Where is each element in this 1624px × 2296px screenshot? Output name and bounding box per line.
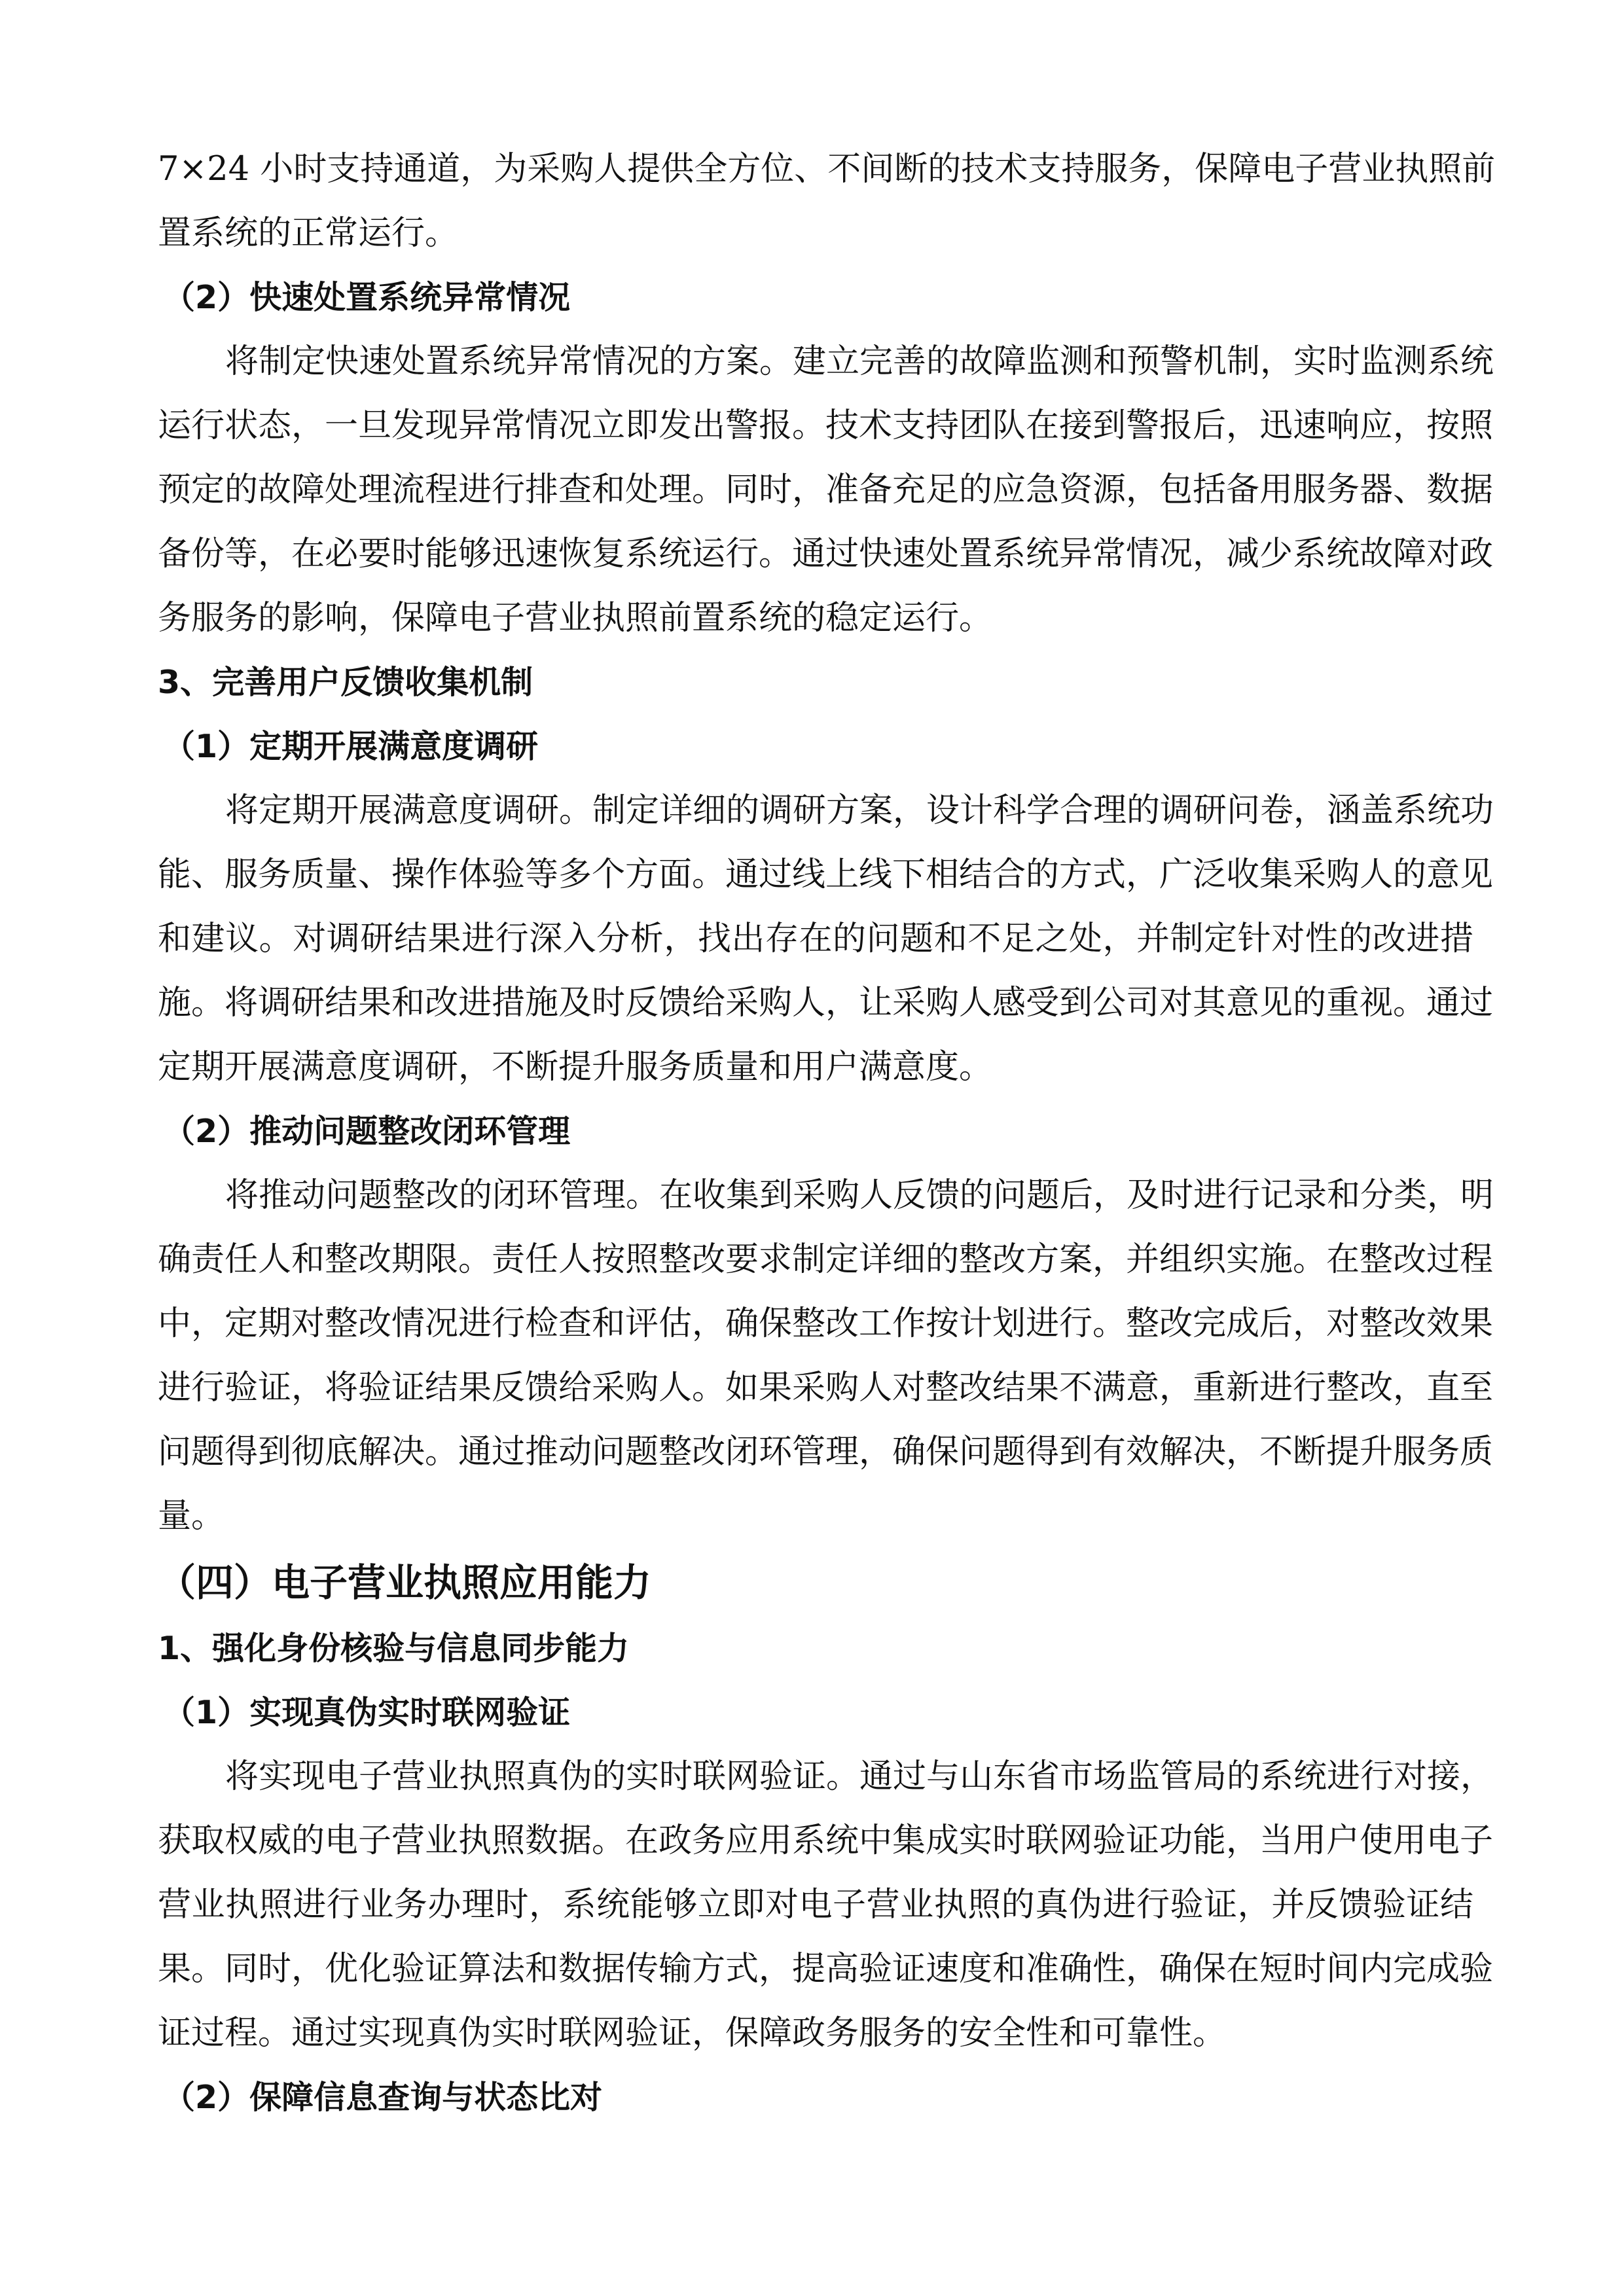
- paragraph-line: 将实现电子营业执照真伪的实时联网验证。通过与山东省市场监管局的系统进行对接，: [225, 1757, 1494, 1796]
- paragraph-line: 定期开展满意度调研，不断提升服务质量和用户满意度。: [158, 1048, 993, 1086]
- paragraph-line: 将制定快速处置系统异常情况的方案。建立完善的故障监测和预警机制，实时监测系统: [225, 342, 1494, 381]
- subsection-heading: 1、强化身份核验与信息同步能力: [158, 1630, 630, 1667]
- section-heading: （四）电子营业执照应用能力: [158, 1560, 652, 1605]
- paragraph-line: 证过程。通过实现真伪实时联网验证，保障政务服务的安全性和可靠性。: [158, 2014, 1227, 2053]
- item-heading: （2）保障信息查询与状态比对: [163, 2079, 603, 2116]
- item-heading: （2）推动问题整改闭环管理: [163, 1113, 571, 1150]
- paragraph-line: 进行验证，将验证结果反馈给采购人。如果采购人对整改结果不满意，重新进行整改，直至: [158, 1369, 1494, 1407]
- subsection-heading: 3、完善用户反馈收集机制: [158, 664, 533, 701]
- paragraph-line: 将推动问题整改的闭环管理。在收集到采购人反馈的问题后，及时进行记录和分类，明: [225, 1176, 1494, 1215]
- item-heading: （1）定期开展满意度调研: [163, 728, 539, 765]
- paragraph-line: 量。: [158, 1497, 225, 1535]
- item-heading: （2）快速处置系统异常情况: [163, 279, 571, 316]
- paragraph-line: 能、服务质量、操作体验等多个方面。通过线上线下相结合的方式，广泛收集采购人的意见: [158, 855, 1494, 894]
- paragraph-line: 施。将调研结果和改进措施及时反馈给采购人，让采购人感受到公司对其意见的重视。通过: [158, 984, 1494, 1022]
- paragraph-line: 和建议。对调研结果进行深入分析，找出存在的问题和不足之处，并制定针对性的改进措: [158, 920, 1473, 958]
- item-heading: （1）实现真伪实时联网验证: [163, 1694, 571, 1731]
- paragraph-line: 备份等，在必要时能够迅速恢复系统运行。通过快速处置系统异常情况，减少系统故障对政: [158, 535, 1494, 573]
- paragraph-line: 务服务的影响，保障电子营业执照前置系统的稳定运行。: [158, 599, 993, 637]
- document-page: [158, 137, 1496, 2130]
- paragraph-line: 7×24 小时支持通道，为采购人提供全方位、不间断的技术支持服务，保障电子营业执照前: [158, 150, 1496, 188]
- paragraph-line: 营业执照进行业务办理时，系统能够立即对电子营业执照的真伪进行验证，并反馈验证结: [158, 1886, 1473, 1924]
- paragraph-line: 获取权威的电子营业执照数据。在政务应用系统中集成实时联网验证功能，当用户使用电子: [158, 1821, 1494, 1860]
- paragraph-line: 确责任人和整改期限。责任人按照整改要求制定详细的整改方案，并组织实施。在整改过程: [158, 1240, 1494, 1279]
- paragraph-line: 置系统的正常运行。: [158, 214, 459, 253]
- paragraph-line: 问题得到彻底解决。通过推动问题整改闭环管理，确保问题得到有效解决，不断提升服务质: [158, 1433, 1494, 1471]
- paragraph-line: 预定的故障处理流程进行排查和处理。同时，准备充足的应急资源，包括备用服务器、数据: [158, 471, 1494, 509]
- paragraph-line: 将定期开展满意度调研。制定详细的调研方案，设计科学合理的调研问卷，涵盖系统功: [225, 791, 1494, 830]
- paragraph-line: 中，定期对整改情况进行检查和评估，确保整改工作按计划进行。整改完成后，对整改效果: [158, 1304, 1494, 1343]
- paragraph-line: 果。同时，优化验证算法和数据传输方式，提高验证速度和准确性，确保在短时间内完成验: [158, 1950, 1494, 1988]
- paragraph-line: 运行状态，一旦发现异常情况立即发出警报。技术支持团队在接到警报后，迅速响应，按照: [158, 406, 1494, 445]
